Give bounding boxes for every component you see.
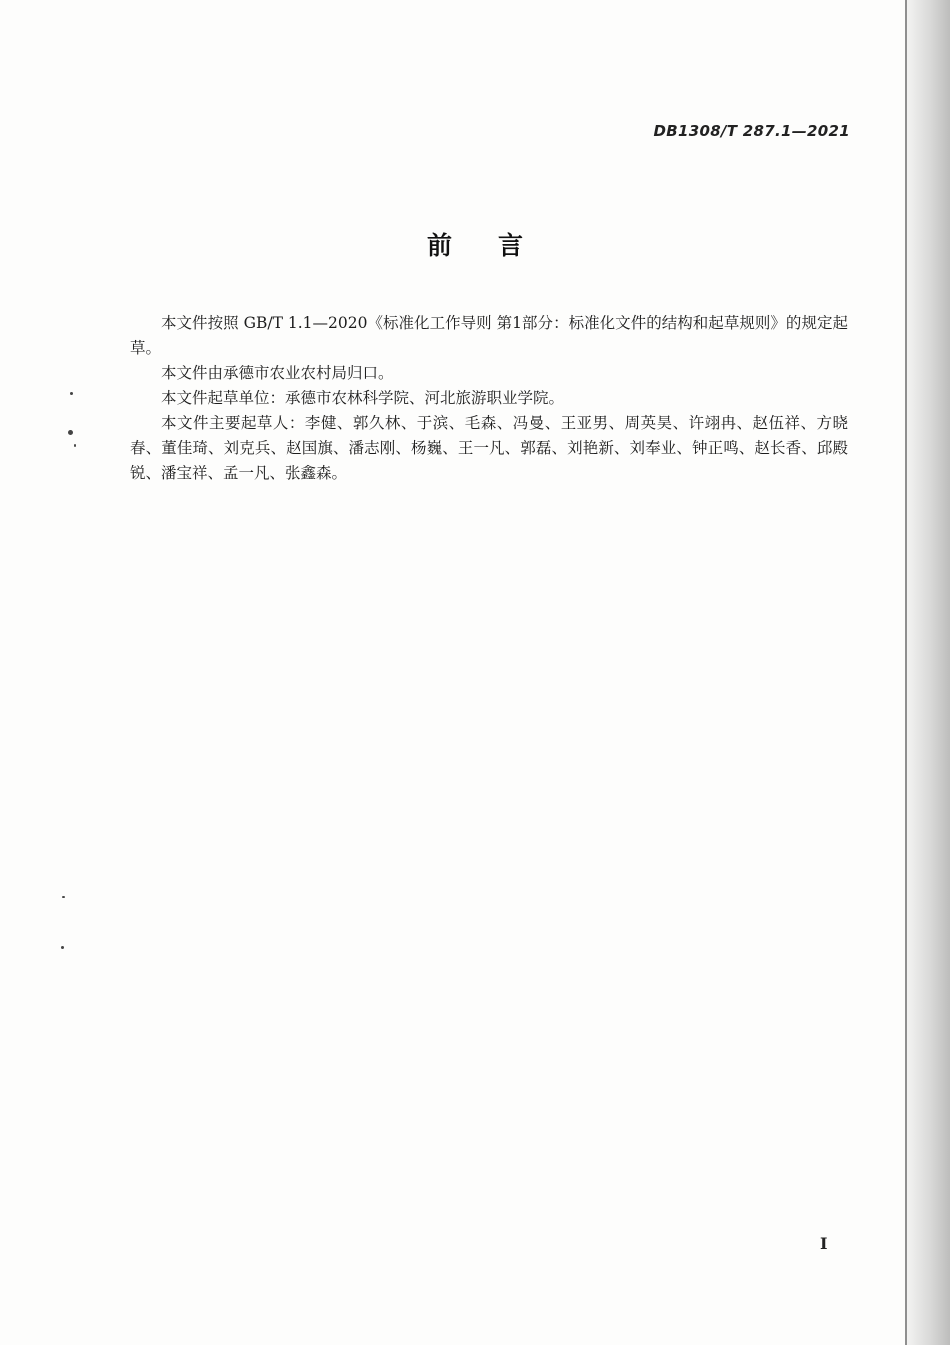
document-code: DB1308/T 287.1—2021 [653,122,850,140]
paragraph-drafting-units: 本文件起草单位：承德市农林科学院、河北旅游职业学院。 [161,389,565,407]
scan-edge-line [905,0,907,1345]
page-number: I [820,1234,828,1253]
paragraph-drafters: 本文件主要起草人：李健、郭久林、于滨、毛森、冯曼、王亚男、周英昊、许翊冉、赵伍祥、方晓春、董佳琦、刘克兵、赵国旗、潘志刚、杨巍、王一凡、郭磊、刘艳新、刘奉业、钟正鸣、赵长香、邱殿锐、潘宝祥、孟一凡、张鑫森。 [130,414,848,482]
paragraph-drafting-basis: 本文件按照 GB/T 1.1—2020《标准化工作导则 第1部分：标准化文件的结构和起草规则》的规定起草。 [130,314,848,357]
scan-speck [74,444,76,447]
foreword-body [130,311,848,486]
scan-speck [62,896,65,898]
page-title: 前言 [426,231,569,260]
scan-speck [68,430,73,435]
scan-speck [61,946,64,949]
scan-speck [70,392,73,395]
paragraph-administering-body: 本文件由承德市农业农村局归口。 [161,364,394,382]
scan-edge-shadow [906,0,950,1345]
